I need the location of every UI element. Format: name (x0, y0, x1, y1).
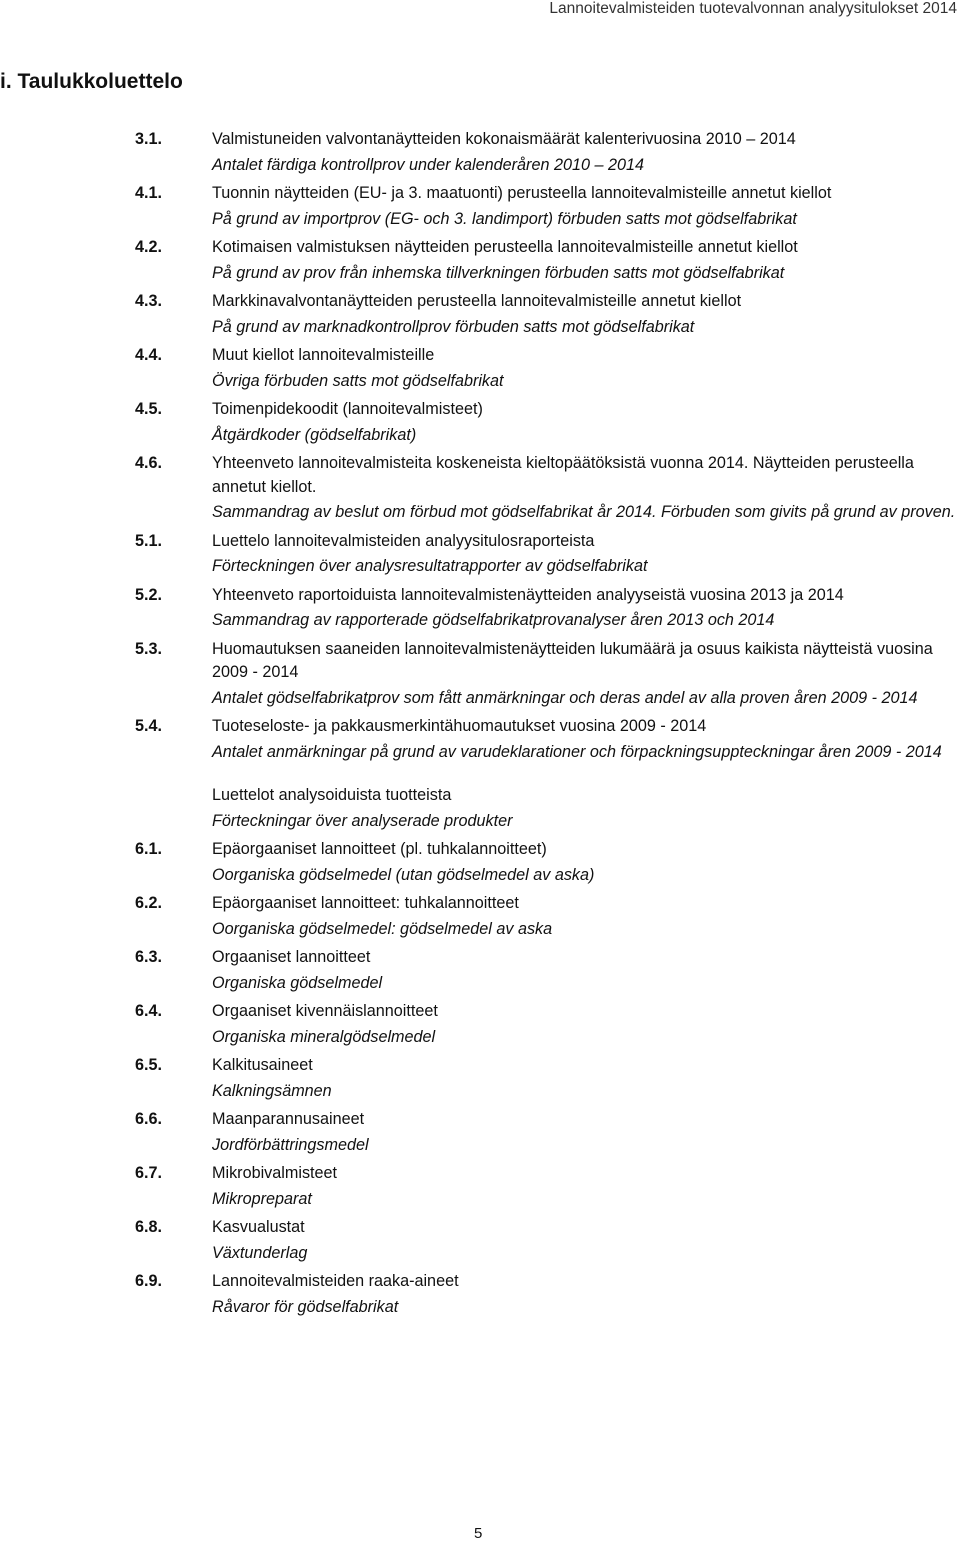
entry-title-sv: Jordförbättringsmedel (212, 1135, 369, 1154)
entry-number: 6.1. (135, 840, 163, 858)
toc-entry-4-2[interactable] (135, 236, 960, 285)
toc-entry-5-3[interactable] (135, 638, 960, 711)
entry-number: 6.4. (135, 1002, 163, 1020)
toc-entry-5-1[interactable] (135, 530, 960, 579)
entry-title-sv: Organiska mineralgödselmedel (212, 1027, 436, 1046)
entry-title-fi: Muut kiellot lannoitevalmisteille (212, 346, 435, 364)
entry-title-fi: Luettelot analysoiduista tuotteista (212, 786, 452, 804)
toc-entry-6-3[interactable] (135, 946, 960, 995)
entry-title-fi: Valmistuneiden valvontanäytteiden kokonaismäärät kalenterivuosina 2010 – 2014 (212, 130, 796, 148)
entry-title-sv: Mikropreparat (212, 1189, 312, 1208)
entry-title-fi: Kalkitusaineet (212, 1056, 313, 1074)
toc-entry-6-5[interactable] (135, 1054, 960, 1103)
entry-title-sv: Förteckningen över analysresultatrapporter av gödselfabrikat (212, 557, 648, 575)
toc-entry-6-6[interactable] (135, 1108, 960, 1157)
entry-number: 6.5. (135, 1056, 163, 1074)
entry-title-sv: Sammandrag av beslut om förbud mot gödselfabrikat år 2014. Förbuden som givits på grund av proven. (212, 503, 956, 521)
entry-title-fi: Kotimaisen valmistuksen näytteiden perusteella lannoitevalmisteille annetut kiellot (212, 238, 798, 256)
entry-title-fi: Epäorgaaniset lannoitteet (pl. tuhkalannoitteet) (212, 840, 547, 858)
toc-entry-4-6[interactable] (135, 452, 960, 525)
toc-entry-5-2[interactable] (135, 584, 960, 633)
entry-number: 6.2. (135, 894, 163, 912)
entry-title-sv: På grund av marknadkontrollprov förbuden satts mot gödselfabrikat (212, 317, 695, 336)
entry-title-fi: Maanparannusaineet (212, 1110, 365, 1128)
entry-title-fi: Tuoteseloste- ja pakkausmerkintähuomautukset vuosina 2009 - 2014 (212, 717, 707, 735)
toc-entry-4-5[interactable] (135, 398, 960, 447)
entry-title-sv: Oorganiska gödselmedel: gödselmedel av aska (212, 919, 553, 938)
toc-entry-4-3[interactable] (135, 290, 960, 339)
entry-title-fi: Orgaaniset kivennäislannoitteet (212, 1002, 438, 1020)
entry-title-fi: Orgaaniset lannoitteet (212, 948, 371, 966)
entry-title-sv: På grund av importprov (EG- och 3. landimport) förbuden satts mot gödselfabrikat (212, 209, 797, 228)
entry-title-sv: Kalkningsämnen (212, 1081, 332, 1100)
entry-title-sv: Organiska gödselmedel (212, 973, 383, 992)
entry-title-fi: Lannoitevalmisteiden raaka-aineet (212, 1272, 459, 1290)
entry-title-fi: Yhteenveto raportoiduista lannoitevalmistenäytteiden analyyseistä vuosina 2013 ja 2014 (212, 585, 844, 604)
entry-title-fi: Epäorgaaniset lannoitteet: tuhkalannoitteet (212, 894, 519, 912)
entry-title-fi: Luettelo lannoitevalmisteiden analyysitulosraporteista (212, 531, 595, 550)
section-title: i. Taulukkoluettelo (0, 70, 183, 93)
entry-number: 5.3. (135, 639, 163, 658)
entry-number: 3.1. (135, 130, 163, 148)
entry-number: 5.2. (135, 585, 163, 604)
entry-title-sv: Antalet gödselfabrikatprov som fått anmärkningar och deras andel av alla proven åren 2009 - 2014 (212, 688, 918, 707)
entry-title-sv: Råvaror för gödselfabrikat (212, 1297, 399, 1316)
entry-number: 6.6. (135, 1110, 163, 1128)
entry-title-fi: Yhteenveto lannoitevalmisteita koskeneista kieltopäätöksistä vuonna 2014. Näytteiden perusteella annetut kiellot. (212, 454, 914, 496)
toc-entry-6-4[interactable] (135, 1000, 960, 1049)
toc-entry-6-8[interactable] (135, 1216, 960, 1265)
toc-entry-6-2[interactable] (135, 892, 960, 941)
toc-entry-5-4[interactable] (135, 715, 960, 764)
entry-title-sv: Antalet anmärkningar på grund av varudeklarationer och förpackningsuppteckningar åren 2009 - 2014 (212, 742, 942, 761)
toc-entry-6-1[interactable] (135, 838, 960, 887)
toc-entry-4-4[interactable] (135, 344, 960, 393)
entry-title-sv: Antalet färdiga kontrollprov under kalenderåren 2010 – 2014 (212, 155, 644, 174)
entry-number: 5.1. (135, 531, 163, 550)
toc-entry-6-7[interactable] (135, 1162, 960, 1211)
entry-title-fi: Mikrobivalmisteet (212, 1164, 338, 1182)
entry-title-sv: På grund av prov från inhemska tillverkningen förbuden satts mot gödselfabrikat (212, 263, 785, 282)
entry-number: 4.5. (135, 400, 163, 418)
toc-entry-6-9[interactable] (135, 1270, 960, 1319)
entry-number: 4.3. (135, 292, 163, 310)
entry-title-fi: Tuonnin näytteiden (EU- ja 3. maatuonti) perusteella lannoitevalmisteille annetut kiellot (212, 184, 832, 202)
table-list (135, 128, 960, 1324)
entry-title-sv: Åtgärdkoder (gödselfabrikat) (212, 425, 417, 444)
running-header: Lannoitevalmisteiden tuotevalvonnan analyysitulokset 2014 (549, 0, 957, 17)
toc-entry-4-1[interactable] (135, 182, 960, 231)
entry-number: 5.4. (135, 717, 163, 735)
entry-number: 4.1. (135, 184, 163, 202)
entry-title-sv: Övriga förbuden satts mot gödselfabrikat (212, 371, 504, 390)
entry-title-sv: Oorganiska gödselmedel (utan gödselmedel av aska) (212, 865, 595, 884)
entry-title-sv: Förteckningar över analyserade produkter (212, 811, 513, 830)
toc-entry-3-1[interactable] (135, 128, 960, 177)
entry-number: 6.8. (135, 1218, 163, 1236)
page-number: 5 (474, 1525, 483, 1542)
entry-title-fi: Markkinavalvontanäytteiden perusteella lannoitevalmisteille annetut kiellot (212, 292, 742, 310)
toc-entry-6-heading[interactable] (135, 784, 960, 833)
entry-number: 6.3. (135, 948, 163, 966)
entry-title-fi: Toimenpidekoodit (lannoitevalmisteet) (212, 400, 483, 418)
entry-title-sv: Sammandrag av rapporterade gödselfabrikatprovanalyser åren 2013 och 2014 (212, 611, 775, 629)
entry-number: 4.2. (135, 238, 163, 256)
entry-number: 6.9. (135, 1272, 163, 1290)
entry-title-fi: Huomautuksen saaneiden lannoitevalmistenäytteiden lukumäärä ja osuus kaikista näytteistä vuosina 2009 - 2014 (212, 639, 933, 681)
entry-title-sv: Växtunderlag (212, 1243, 308, 1262)
entry-number: 4.4. (135, 346, 163, 364)
entry-number: 6.7. (135, 1164, 163, 1182)
entry-number: 4.6. (135, 454, 163, 472)
entry-title-fi: Kasvualustat (212, 1218, 305, 1236)
